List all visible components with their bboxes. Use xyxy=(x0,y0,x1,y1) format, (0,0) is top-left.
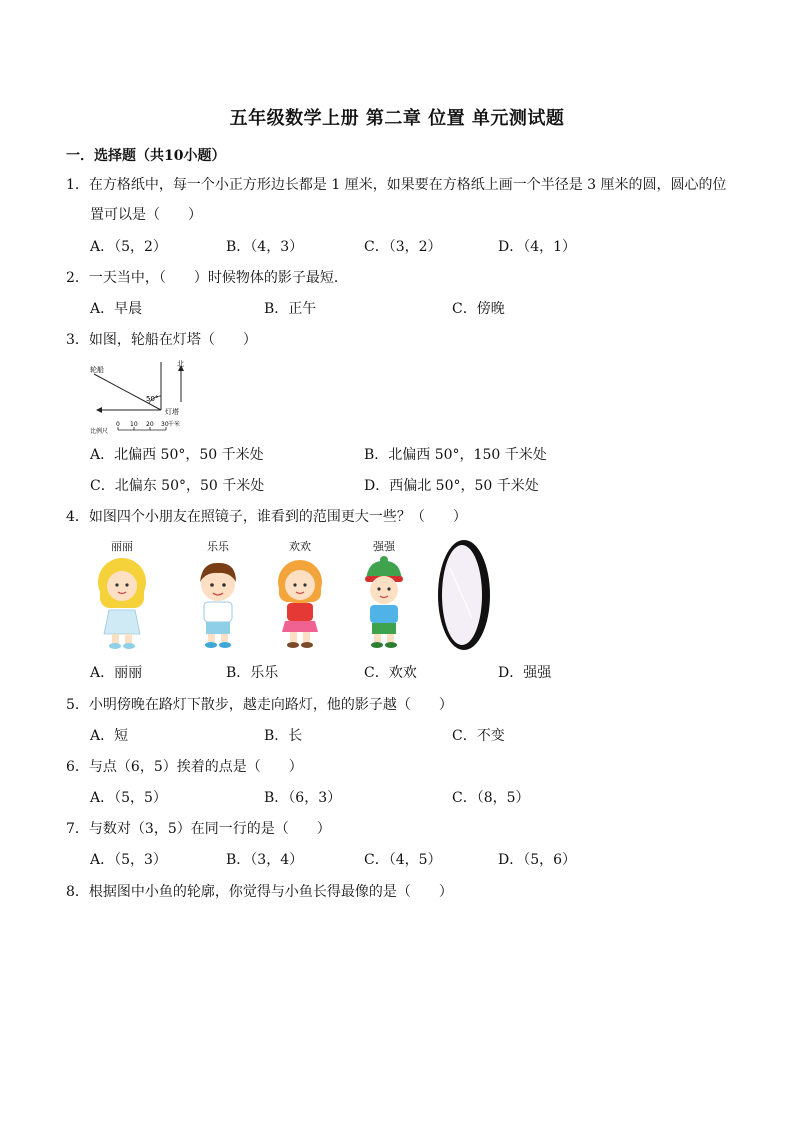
kid-name: 强强 xyxy=(373,540,395,553)
question-6-option-a: A．（5，5） xyxy=(90,790,167,806)
scale-tick-label: 30 xyxy=(161,421,169,428)
question-4-option-b: B．乐乐 xyxy=(226,665,279,681)
kid-name: 乐乐 xyxy=(207,540,229,553)
boy-green-hat-icon xyxy=(354,554,414,650)
girl-orange-hair-icon xyxy=(270,554,330,650)
question-2-option-c: C．傍晚 xyxy=(452,301,505,317)
question-1-stem-cont: 置可以是（ ） xyxy=(90,207,202,223)
question-7-option-b: B．（3，4） xyxy=(226,852,304,868)
question-4-option-c: C．欢欢 xyxy=(364,665,417,681)
scale-tick-label: 20 xyxy=(146,421,154,428)
question-1-stem: 1．在方格纸中，每一个小正方形边长都是 1 厘米，如果要在方格纸上画一个半径是 3 厘米的圆，圆心的位 xyxy=(66,177,727,193)
question-7-option-d: D．（5，6） xyxy=(498,852,577,868)
ship-lighthouse-diagram xyxy=(88,360,188,436)
mirror-icon xyxy=(436,538,496,652)
kid-name: 丽丽 xyxy=(111,540,133,553)
question-7-option-c: C．（4，5） xyxy=(364,852,442,868)
question-2-option-a: A．早晨 xyxy=(90,301,143,317)
scale-tick-label: 10 xyxy=(130,421,138,428)
question-5-option-c: C．不变 xyxy=(452,728,505,744)
question-6-option-b: B．（6，3） xyxy=(264,790,342,806)
question-7-option-a: A．（5，3） xyxy=(90,852,167,868)
boy-brown-hair-icon xyxy=(188,554,248,650)
question-3-option-a: A．北偏西 50°，50 千米处 xyxy=(90,447,264,463)
scale-unit: 千米 xyxy=(168,421,181,428)
mirror-children-figure xyxy=(86,538,506,654)
kid-lili xyxy=(86,538,158,654)
question-1-option-c: C．（3，2） xyxy=(364,239,442,255)
question-5-option-b: B．长 xyxy=(264,728,303,744)
question-3-option-b: B．北偏西 50°，150 千米处 xyxy=(364,447,547,463)
bearing-line xyxy=(94,374,161,410)
angle-label: 50° xyxy=(146,395,159,403)
question-8-stem: 8．根据图中小鱼的轮廓，你觉得与小鱼长得最像的是（ ） xyxy=(66,884,453,900)
question-1-option-d: D．（4，1） xyxy=(498,239,577,255)
question-1-option-b: B．（4，3） xyxy=(226,239,304,255)
question-2-option-b: B．正午 xyxy=(264,301,317,317)
scale-label: 比例尺 xyxy=(90,428,109,435)
question-3-option-c: C．北偏东 50°，50 千米处 xyxy=(90,478,265,494)
question-4-stem: 4．如图四个小朋友在照镜子，谁看到的范围更大一些？（ ） xyxy=(66,509,467,525)
question-3-stem: 3．如图，轮船在灯塔（ ） xyxy=(66,332,257,348)
question-3-option-d: D．西偏北 50°，50 千米处 xyxy=(364,478,539,494)
question-6-stem: 6．与点（6，5）挨着的点是（ ） xyxy=(66,759,303,775)
north-label: 北 xyxy=(177,360,184,368)
ship-label: 轮船 xyxy=(90,366,104,374)
west-arrow-icon xyxy=(96,407,102,413)
kid-name: 欢欢 xyxy=(289,540,311,553)
page-title: 五年级数学上册 第二章 位置 单元测试题 xyxy=(229,108,565,129)
question-5-stem: 5．小明傍晚在路灯下散步，越走向路灯，他的影子越（ ） xyxy=(66,697,453,713)
kid-qiangqiang xyxy=(348,538,420,654)
question-6-option-c: C．（8，5） xyxy=(452,790,530,806)
girl-blonde-icon xyxy=(92,554,152,650)
lighthouse-label: 灯塔 xyxy=(165,408,179,416)
question-5-option-a: A．短 xyxy=(90,728,129,744)
kid-lele xyxy=(182,538,254,654)
question-4-option-a: A．丽丽 xyxy=(90,665,143,681)
kid-huanhuan xyxy=(264,538,336,654)
question-2-stem: 2．一天当中，（ ）时候物体的影子最短． xyxy=(66,270,348,286)
question-4-option-d: D．强强 xyxy=(498,665,552,681)
section-heading: 一．选择题（共10小题） xyxy=(66,148,226,164)
scale-tick-label: 0 xyxy=(116,421,120,428)
question-1-option-a: A．（5，2） xyxy=(90,239,167,255)
question-7-stem: 7．与数对（3，5）在同一行的是（ ） xyxy=(66,821,331,837)
